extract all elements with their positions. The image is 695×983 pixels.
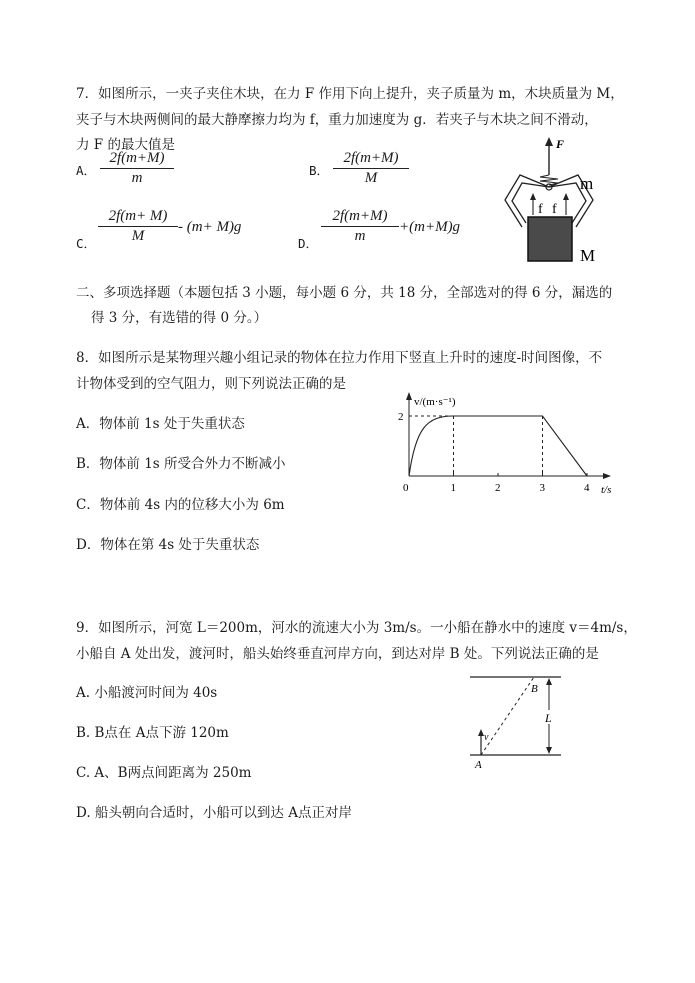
q7-line3: 力 F 的最大值是 (76, 137, 175, 153)
q7-option-d-fraction (321, 208, 399, 245)
q7-option-c-tail: - (m+ M)g (178, 219, 242, 235)
section2-line2: 得 3 分，有选错的得 0 分。） (91, 310, 268, 326)
point-b-label: B (531, 683, 538, 695)
q7-option-d-denominator: m (354, 228, 366, 244)
q7-line1: 7．如图所示，一夹子夹住木块，在力 F 作用下向上提升，夹子质量为 m，木块质量为 M， (76, 86, 624, 102)
x-tick-label-0: 0 (403, 482, 409, 494)
q7-option-b-denominator: M (364, 170, 378, 186)
q9-river-figure (466, 672, 566, 770)
q7-option-c-label: C． (76, 236, 97, 251)
q7-option-d-tail: +(m+M)g (399, 219, 461, 235)
x-axis-arrow (603, 473, 611, 479)
q7-option-a-label: A． (76, 163, 97, 178)
boat-velocity-label: v (484, 732, 489, 743)
x-tick-label-2: 2 (495, 482, 501, 494)
width-arrow-bottom (546, 747, 552, 754)
q7-option-d-numerator: 2f(m+M) (321, 208, 399, 227)
section2-line1: 二、多项选择题（本题包括 3 小题，每小题 6 分，共 18 分，全部选对的得 6 分，漏选的 (76, 285, 613, 301)
q8-option-b: B．物体前 1s 所受合外力不断减小 (76, 456, 286, 472)
q7-option-c-denominator: M (131, 228, 145, 244)
x-axis-label: t/s (601, 484, 612, 496)
x-tick-label-4: 4 (584, 482, 590, 494)
friction-arrow-left-head (530, 193, 536, 200)
friction-arrow-right-head (563, 193, 569, 200)
force-label: F (556, 137, 565, 151)
q7-option-a-denominator: m (131, 170, 143, 186)
y-axis-arrow (406, 392, 412, 400)
q8-line1: 8．如图所示是某物理兴趣小组记录的物体在拉力作用下竖直上升时的速度-时间图像，不 (76, 350, 603, 366)
friction-label-right: f (552, 202, 557, 217)
q7-option-c-fraction (98, 208, 178, 245)
q7-option-a-fraction (100, 150, 174, 187)
q9-option-a: A. 小船渡河时间为 40s (76, 685, 218, 701)
q7-line2: 夹子与木块两侧间的最大静摩擦力均为 f，重力加速度为 g．若夹子与木块之间不滑动， (76, 112, 598, 128)
q8-option-c: C．物体前 4s 内的位移大小为 6m (76, 497, 285, 513)
q9-option-c: C. A、B两点间距离为 250m (76, 765, 252, 781)
q8-line2: 计物体受到的空气阻力，则下列说法正确的是 (76, 376, 346, 392)
q9-line2: 小船自 A 处出发，渡河时，船头始终垂直河岸方向，到达对岸 B 处。下列说法正确的是 (76, 646, 599, 662)
q7-option-a-numerator: 2f(m+M) (100, 150, 174, 169)
clamp-mass-label: m (580, 174, 594, 193)
point-a-label: A (475, 759, 482, 770)
y-tick-label-2: 2 (398, 411, 404, 423)
q8-option-a: A．物体前 1s 处于失重状态 (76, 416, 245, 432)
width-arrow-top (546, 678, 552, 685)
q7-option-c-numerator: 2f(m+ M) (98, 208, 178, 227)
force-arrow-head (545, 137, 553, 146)
q7-option-b-numerator: 2f(m+M) (333, 150, 409, 169)
q7-clamp-figure (500, 135, 610, 265)
wood-block (528, 217, 572, 261)
q9-line1: 9．如图所示，河宽 L＝200m，河水的流速大小为 3m/s。一小船在静水中的速度 v＝4m/s， (76, 620, 637, 636)
q8-velocity-time-graph (395, 388, 625, 500)
y-axis-label: v/(m·s⁻¹) (414, 396, 456, 408)
x-tick-label-1: 1 (450, 482, 456, 494)
q9-option-b: B. B点在 A点下游 120m (76, 725, 229, 741)
q7-option-b-label: B． (309, 163, 330, 178)
x-tick-label-3: 3 (539, 482, 545, 494)
friction-label-left: f (538, 202, 543, 217)
boat-path-line (481, 677, 534, 755)
river-width-label: L (545, 711, 552, 725)
q7-option-b-fraction (333, 150, 409, 187)
q7-option-d-label: D． (298, 236, 319, 251)
q9-option-d: D. 船头朝向合适时，小船可以到达 A点正对岸 (76, 805, 352, 821)
velocity-curve (409, 416, 587, 476)
block-mass-label: M (580, 246, 596, 265)
q8-option-d: D．物体在第 4s 处于失重状态 (76, 537, 260, 553)
